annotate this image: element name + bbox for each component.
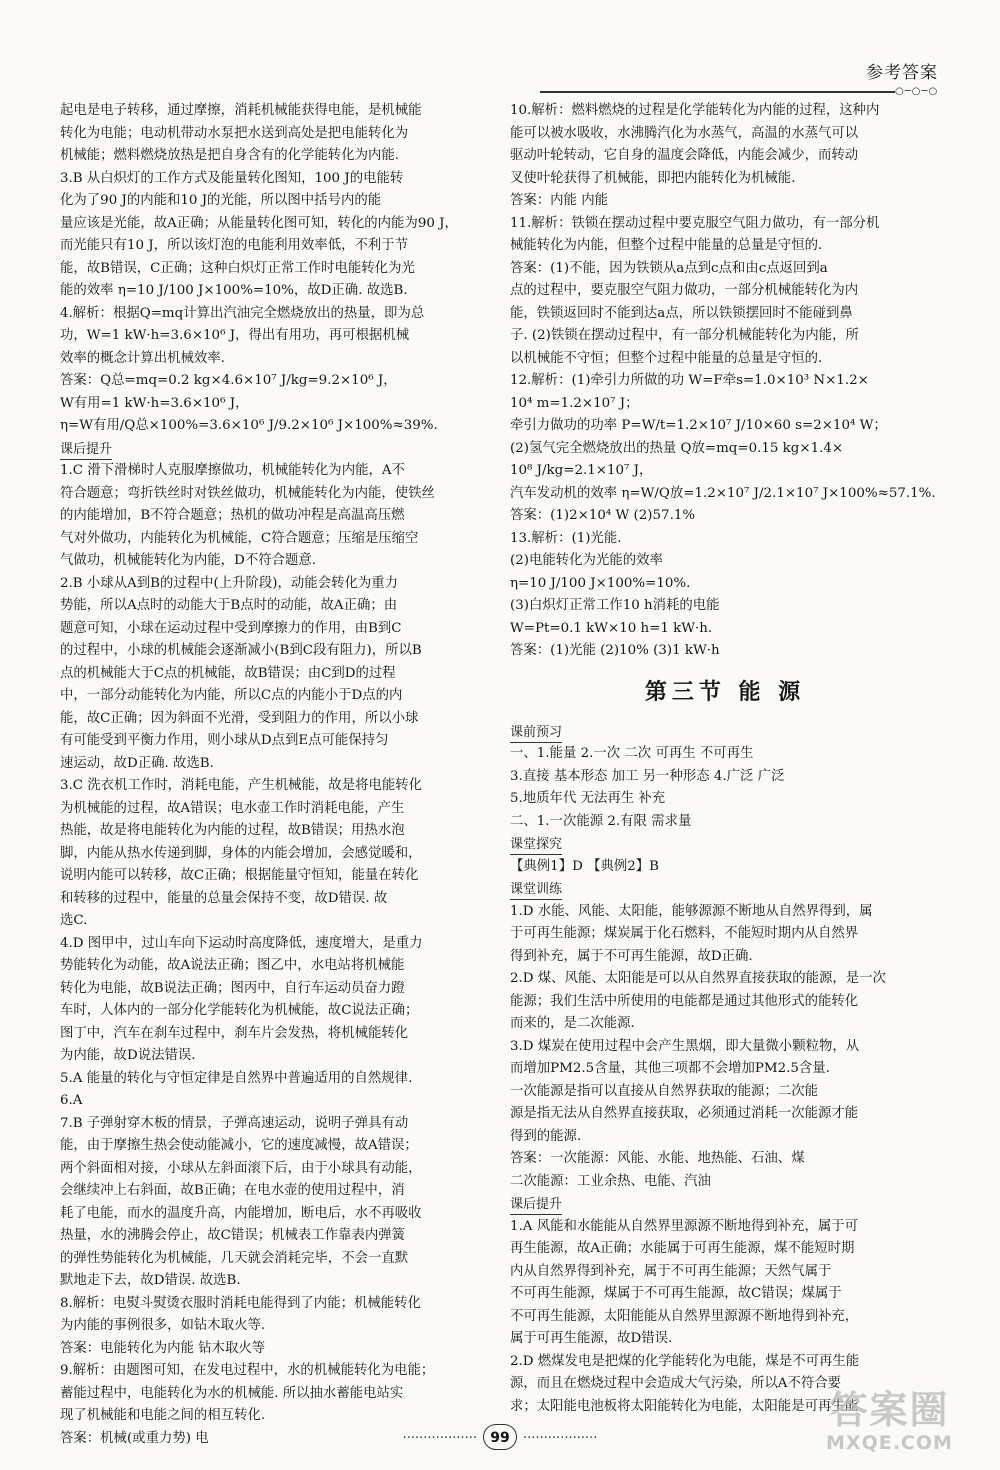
text-line: 能，故C正确；因为斜面不光滑，受到阻力的作用，所以小球 xyxy=(60,710,419,726)
text-line: 说明内能可以转移，故C正确；根据能量守恒知，能量在转化 xyxy=(60,868,419,883)
text-line: 机械能；燃料燃烧放热是把自身含有的化学能转化为内能. xyxy=(60,148,400,163)
text-line: 势能转化为动能，故A说法正确；图乙中，水电站将机械能 xyxy=(60,958,405,973)
left-column xyxy=(60,100,488,1450)
text-line: 3.直接 基本形态 加工 另一种形态 4.广泛 广泛 xyxy=(510,768,785,784)
section-heading xyxy=(510,878,940,901)
text-line: 再生能源，故A正确；水能属于可再生能源，煤不能短时期 xyxy=(510,1241,855,1256)
text-line: 10⁸ J/kg=2.1×10⁷ J， xyxy=(510,463,653,478)
text-line: 为内能，故D说法错误. xyxy=(60,1048,196,1063)
text-line: 13.解析：(1)光能. xyxy=(510,530,622,546)
text-line: 以机械能不守恒；但整个过程中能量的总量是守恒的. xyxy=(510,350,823,366)
text-line: 能，铁锁返回时不能到达a点，所以铁锁摆回时不能碰到鼻 xyxy=(510,305,853,321)
text-line: 10.解析：燃料燃烧的过程是化学能转化为内能的过程，这种内 xyxy=(510,103,880,118)
text-line: 1.A 风能和水能能从自然界里源源不断地得到补充，属于可 xyxy=(510,1218,859,1234)
text-line: 能的效率 η=10 J/100 J×100%=10%，故D正确. 故选B. xyxy=(60,283,408,298)
text-line: (2)电能转化为光能的效率 xyxy=(510,553,663,568)
text-line: 气做功，机械能转化为内能，D不符合题意. xyxy=(60,553,317,568)
text-line: η=10 J/100 J×100%=10%. xyxy=(510,575,691,591)
text-line: 的弹性势能转化为机械能，几天就会消耗完毕，不会一直默 xyxy=(60,1250,409,1266)
text-line: (2)氢气完全燃烧放出的热量 Q放=mq=0.15 kg×1.4× xyxy=(510,440,844,456)
text-line: 9.解析：由题图可知，在发电过程中，水的机械能转化为电能； xyxy=(60,1363,435,1378)
text-line: 能源；我们生活中所使用的电能都是通过其他形式的能转化 xyxy=(510,993,859,1009)
text-line: 热量，水的沸腾会停止，故C错误；机械表工作靠表内弹簧 xyxy=(60,1228,406,1243)
text-line: 速运动，故D正确. 故选B. xyxy=(60,755,214,771)
text-line: 得到的能源. xyxy=(510,1128,582,1144)
text-line: 势能，所以A点时的动能大于B点时的动能，故A正确；由 xyxy=(60,598,398,613)
text-line: 能，由于摩擦生热会使动能减小，它的速度减慢，故A错误； xyxy=(60,1138,418,1153)
text-line: 答案：(1)不能，因为铁锁从a点到c点和由c点返回到a xyxy=(510,260,828,276)
text-line: 源是指无法从自然界直接获取，必须通过消耗一次能源才能 xyxy=(510,1106,859,1121)
text-line: 图丁中，汽车在刹车过程中，刹车片会发热，将机械能转化 xyxy=(60,1025,409,1041)
footer-dots-left: ·················· xyxy=(402,1431,477,1446)
section-heading xyxy=(510,833,940,856)
text-line: 一次能源是指可以直接从自然界获取的能源；二次能 xyxy=(510,1083,818,1099)
text-line: 为机械能的过程，故A错误；电水壶工作时消耗电能，产生 xyxy=(60,800,405,816)
text-line: 1.C 滑下滑梯时人克服摩擦做功，机械能转化为内能，A不 xyxy=(60,463,405,478)
text-line: 【典例1】D 【典例2】B xyxy=(510,858,659,874)
section-heading-label: 课前预习 xyxy=(510,723,562,743)
page-header-title: 参考答案 xyxy=(866,63,938,83)
text-line: 内从自然界得到补充，属于不可再生能源；天然气属于 xyxy=(510,1263,832,1279)
text-line: 而光能只有10 J，所以该灯泡的电能利用效率低，不利于节 xyxy=(60,238,409,253)
text-line: 于可再生能源；煤炭属于化石燃料，不能短时期内从自然界 xyxy=(510,926,859,941)
section-heading xyxy=(60,438,488,461)
text-line: 功，W=1 kW·h=3.6×10⁶ J，得出有用功，再可根据机械 xyxy=(60,328,410,343)
text-line: 源，而且在燃烧过程中会造成大气污染，所以A不符合要 xyxy=(510,1376,842,1391)
text-line: 子. (2)铁锁在摆动过程中，有一部分机械能转化为内能，所 xyxy=(510,328,859,343)
text-line: 驱动叶轮转动，它自身的温度会降低，内能会减少，而转动 xyxy=(510,148,859,163)
text-line: 械能转化为内能，但整个过程中能量的总量是守恒的. xyxy=(510,238,823,253)
text-line: 化为了90 J的内能和10 J的光能，所以图中括号内的能 xyxy=(60,193,382,208)
text-line: 转化为电能；电动机带动水泵把水送到高处是把电能转化为 xyxy=(60,125,409,141)
text-line: 6.A xyxy=(60,1093,83,1108)
watermark-line1: 答案圈 xyxy=(829,1388,950,1432)
text-line: 3.D 煤炭在使用过程中会产生黑烟，即大量微小颗粒物，从 xyxy=(510,1038,860,1054)
text-line: 一、1.能量 2.一次 二次 可再生 不可再生 xyxy=(510,746,754,761)
text-line: 3.B 从白炽灯的工作方式及能量转化图知，100 J的电能转 xyxy=(60,170,404,186)
text-line: 4.解析：根据Q=mq计算出汽油完全燃烧放出的热量，即为总 xyxy=(60,305,425,321)
text-line: W有用=1 kW·h=3.6×10⁶ J， xyxy=(60,395,249,411)
watermark-logo xyxy=(807,1388,972,1454)
text-line: 答案：一次能源：风能、水能、地热能、石油、煤 xyxy=(510,1151,805,1166)
text-line: 现了机械能和电能之间的相互转化. xyxy=(60,1408,266,1423)
text-line: 答案：(1)光能 (2)10% (3)1 kW·h xyxy=(510,643,720,658)
text-line: 5.地质年代 无法再生 补充 xyxy=(510,791,666,806)
section-heading-label: 课后提升 xyxy=(60,440,112,460)
header-rule-ornament: ○─○─○ xyxy=(895,86,939,97)
text-line: 两个斜面相对接，小球从左斜面滚下后，由于小球具有动能， xyxy=(60,1160,422,1176)
page-number: 99 xyxy=(483,1424,517,1450)
text-line: 车时，人体内的一部分化学能转化为机械能，故C说法正确； xyxy=(60,1003,419,1018)
section-heading xyxy=(510,1193,940,1216)
section-heading-label: 课后提升 xyxy=(510,1195,562,1215)
text-line: 和转移的过程中，能量的总量会保持不变，故D错误. 故 xyxy=(60,890,388,906)
text-line: 叉使叶轮获得了机械能，即把内能转化为机械能. xyxy=(510,170,796,186)
text-line: 选C. xyxy=(60,913,88,928)
text-line: 为内能的事例很多，如钻木取火等. xyxy=(60,1318,266,1333)
text-line: 得到补充，属于不可再生能源，故D正确. xyxy=(510,948,753,964)
text-line: 热能，故是将电能转化为内能的过程，故B错误；用热水泡 xyxy=(60,823,405,838)
text-line: 答案：电能转化为内能 钻木取火等 xyxy=(60,1340,266,1356)
section-heading-label: 课堂探究 xyxy=(510,835,562,855)
text-line: η=W有用/Q总×100%=3.6×10⁶ J/9.2×10⁶ J×100%≈39%. xyxy=(60,418,438,433)
text-line: 汽车发动机的效率 η=W/Q放=1.2×10⁷ J/2.1×10⁷ J×100%≈57.1%. xyxy=(510,485,936,501)
text-line: 的内能增加，B不符合题意；热机的做功冲程是高温高压燃 xyxy=(60,508,405,523)
text-line: 2.D 煤、风能、太阳能是可以从自然界直接获取的能源，是一次 xyxy=(510,971,886,986)
text-line: 转化为电能，故B说法正确；图丙中，自行车运动员奋力蹬 xyxy=(60,980,405,996)
watermark-line2: MXQE.COM xyxy=(826,1432,953,1454)
chapter-section-title: 第三节 能 源 xyxy=(644,679,806,705)
text-line: 而来的，是二次能源. xyxy=(510,1016,635,1031)
text-line: 耗了电能，而水的温度升高，内能增加，断电后，水不再吸收 xyxy=(60,1205,422,1221)
text-line: 点的过程中，要克服空气阻力做功，一部分机械能转化为内 xyxy=(510,283,859,298)
text-line: 10⁴ m=1.2×10⁷ J； xyxy=(510,395,639,411)
text-line: 能可以被水吸收，水沸腾汽化为水蒸气，高温的水蒸气可以 xyxy=(510,125,859,141)
section-heading xyxy=(510,721,940,744)
footer-dots-right: ·················· xyxy=(523,1431,598,1446)
section-heading-label: 课堂训练 xyxy=(510,880,562,900)
text-line: 而增加PM2.5含量，其他三项都不会增加PM2.5含量. xyxy=(510,1061,830,1076)
text-line: 5.A 能量的转化与守恒定律是自然界中普遍适用的自然规律. xyxy=(60,1070,413,1086)
text-line: W=Pt=0.1 kW×10 h=1 kW·h. xyxy=(510,620,713,636)
text-line: 答案：(1)2×10⁴ W (2)57.1% xyxy=(510,508,696,523)
text-line: 有可能受到平衡力作用，则小球从D点到E点可能保持匀 xyxy=(60,733,389,748)
text-line: 的过程中，小球的机械能会逐渐减小(B到C段有阻力)，所以B xyxy=(60,643,422,658)
text-line: 7.B 子弹射穿木板的情景，子弹高速运动，说明子弹具有动 xyxy=(60,1115,409,1131)
text-line: 点的机械能大于C点的机械能，故B错误；由C到D的过程 xyxy=(60,665,396,681)
text-line: 二次能源：工业余热、电能、汽油 xyxy=(510,1173,711,1189)
text-line: 1.D 水能、风能、太阳能，能够源源不断地从自然界得到，属 xyxy=(510,903,873,919)
text-line: 默地走下去，故D错误. 故选B. xyxy=(60,1273,241,1288)
right-column xyxy=(510,100,940,1418)
text-line: 脚，内能从热水传递到脚，身体的内能会增加，会感觉暖和， xyxy=(60,845,422,861)
text-line: 不可再生能源，太阳能能从自然界里源源不断地得到补充， xyxy=(510,1308,859,1324)
text-line: 答案：内能 内能 xyxy=(510,193,608,208)
text-line: 中，一部分动能转化为内能，所以C点的内能小于D点的内 xyxy=(60,688,403,703)
text-line: 2.B 小球从A到B的过程中(上升阶段)，动能会转化为重力 xyxy=(60,575,399,591)
text-line: 量应该是光能，故A正确；从能量转化图可知，转化的内能为90 J， xyxy=(60,215,458,231)
text-line: 3.C 洗衣机工作时，消耗电能，产生机械能，故是将电能转化 xyxy=(60,778,423,793)
text-line: 答案：Q总=mq=0.2 kg×4.6×10⁷ J/kg=9.2×10⁶ J， xyxy=(60,373,397,388)
text-line: 气对外做功，内能转化为机械能，C符合题意；压缩是压缩空 xyxy=(60,530,419,546)
text-line: 蓄能过程中，电能转化为水的机械能. 所以抽水蓄能电站实 xyxy=(60,1385,404,1401)
text-line: 8.解析：电熨斗熨烫衣服时消耗电能得到了内能；机械能转化 xyxy=(60,1295,421,1311)
text-line: 11.解析：铁锁在摆动过程中要克服空气阻力做功，有一部分机 xyxy=(510,215,880,231)
text-line: 属于可再生能源，故D错误. xyxy=(510,1331,673,1346)
text-line: 会继续冲上右斜面，故B正确；在电水壶的使用过程中，消 xyxy=(60,1183,405,1198)
text-line: 不可再生能源，煤属于不可再生能源，故C错误；煤属于 xyxy=(510,1286,842,1301)
text-line: 题意可知，小球在运动过程中受到摩擦力的作用，由B到C xyxy=(60,620,402,636)
text-line: 牵引力做功的功率 P=W/t=1.2×10⁷ J/10×60 s=2×10⁴ W； xyxy=(510,418,887,433)
text-line: 4.D 图甲中，过山车向下运动时高度降低，速度增大，是重力 xyxy=(60,935,423,951)
text-line: 求；太阳能电池板将太阳能转化为电能，太阳能是可再生能 xyxy=(510,1398,859,1414)
text-line: 二、1.一次能源 2.有限 需求量 xyxy=(510,813,692,829)
text-line: 效率的概念计算出机械效率. xyxy=(60,350,225,366)
text-line: 12.解析：(1)牵引力所做的功 W=F牵s=1.0×10³ N×1.2× xyxy=(510,373,869,388)
text-line: 2.D 燃煤发电是把煤的化学能转化为电能，煤是不可再生能 xyxy=(510,1353,860,1369)
text-line: 起电是电子转移，通过摩擦，消耗机械能获得电能，是机械能 xyxy=(60,103,422,118)
header-rule xyxy=(540,91,895,93)
text-line: 符合题意；弯折铁丝时对铁丝做功，机械能转化为内能，使铁丝 xyxy=(60,485,435,501)
text-line: 能，故B错误，C正确；这种白炽灯正常工作时电能转化为光 xyxy=(60,260,415,276)
text-line: (3)白炽灯正常工作10 h消耗的电能 xyxy=(510,598,720,613)
text-line: 答案：机械(或重力势) 电 xyxy=(60,1430,209,1446)
